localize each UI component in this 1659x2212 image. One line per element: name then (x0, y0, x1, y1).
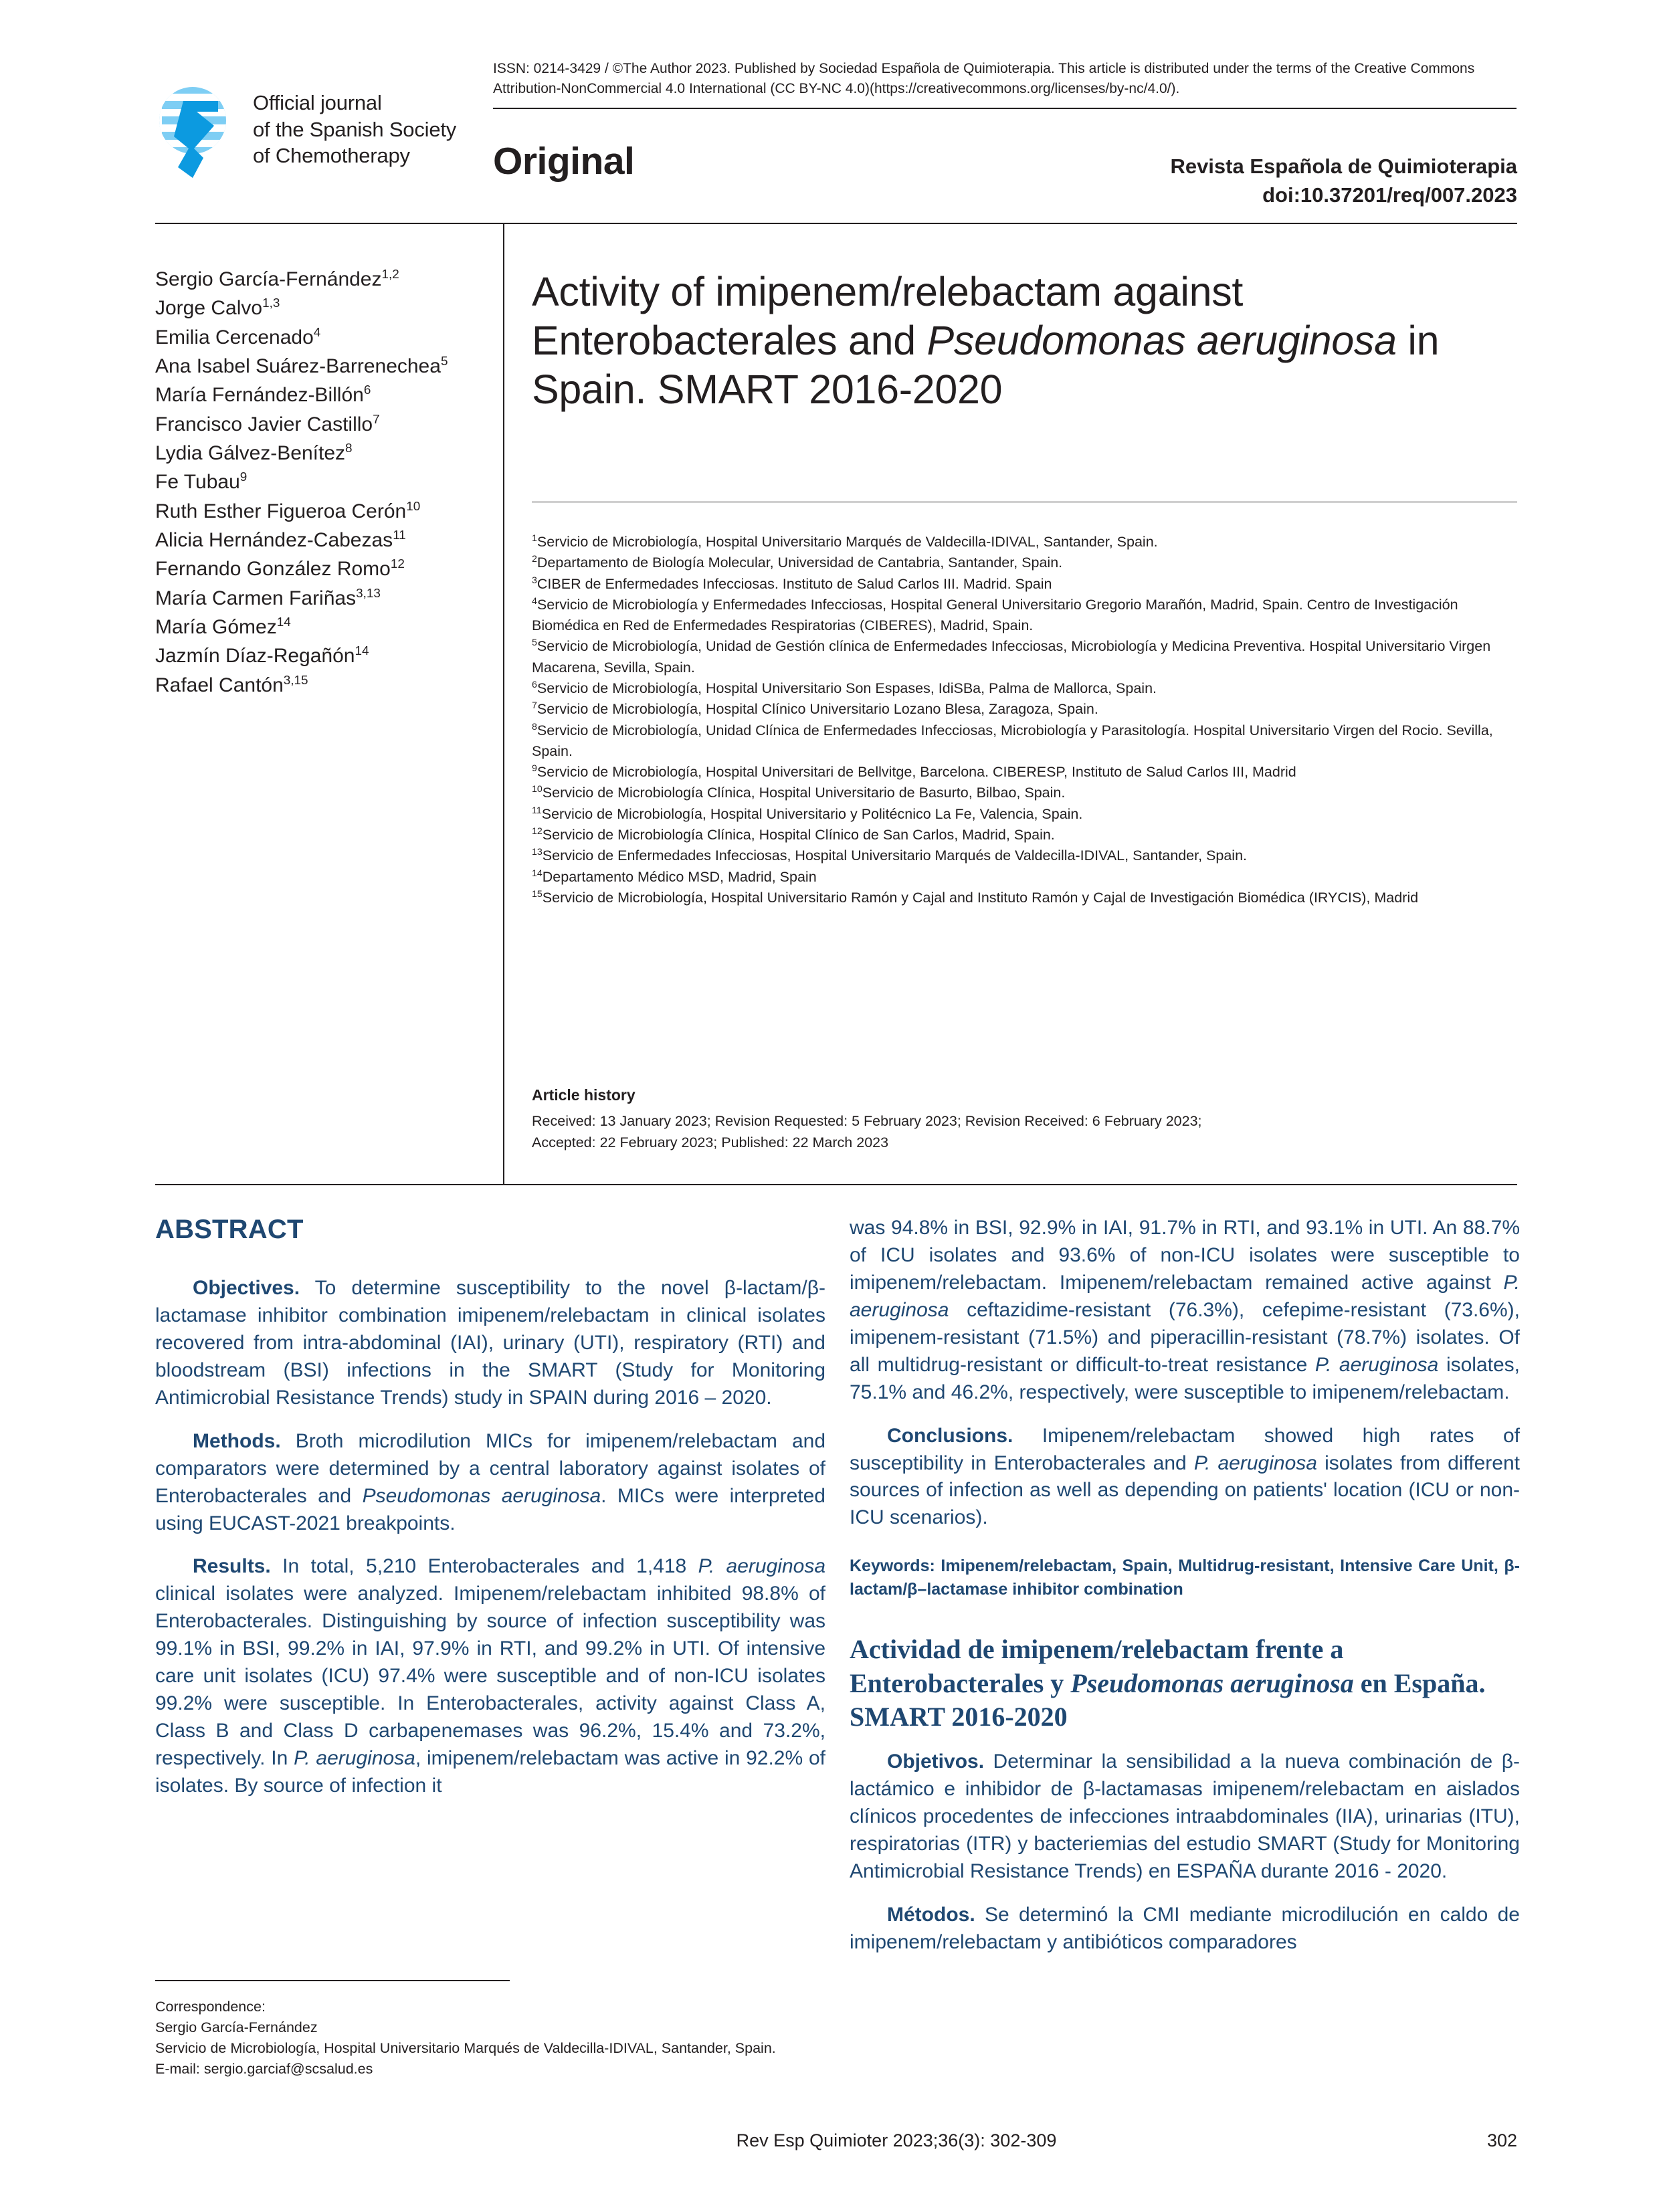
abstract-results-text-3-trunc: , imipenem/relebactam was active in 92.2% of isolates. By source of infection it (155, 1747, 825, 1797)
abstract-results-species-3: P. aeruginosa (850, 1271, 1520, 1321)
author-entry (155, 265, 490, 294)
author-affiliation-marker: 7 (373, 412, 380, 427)
author-name: María Gómez (155, 616, 277, 639)
affiliation-entry (532, 678, 1517, 699)
abstract-results-species-1: P. aeruginosa (698, 1555, 826, 1578)
affiliation-text: Departamento de Biología Molecular, Universidad de Cantabria, Santander, Spain. (536, 555, 1063, 571)
abstract-column-right (850, 1215, 1520, 1973)
affiliation-entry (532, 867, 1517, 888)
affiliation-entry (532, 888, 1517, 908)
author-entry (155, 410, 490, 439)
affiliation-text: Servicio de Microbiología Clínica, Hospital Clínico de San Carlos, Madrid, Spain. (542, 826, 1055, 843)
title-line-2-post: in (1396, 318, 1440, 364)
title-line-2-pre: Enterobacterales and (532, 318, 927, 364)
affiliation-marker: 8 (532, 721, 537, 732)
author-name: Ana Isabel Suárez-Barrenechea (155, 355, 441, 378)
affiliation-text: Departamento Médico MSD, Madrid, Spain (542, 868, 817, 885)
affiliation-entry (532, 825, 1517, 845)
spanish-objetivos-label: Objetivos. (887, 1750, 985, 1773)
author-name: Emilia Cercenado (155, 326, 314, 348)
affiliation-marker: 12 (532, 825, 543, 837)
affiliation-marker: 2 (532, 554, 537, 565)
journal-name: Revista Española de Quimioterapia (1170, 155, 1517, 178)
masthead (155, 59, 1517, 223)
author-affiliation-marker: 6 (363, 383, 371, 398)
abstract-results-species-2: P. aeruginosa (294, 1747, 415, 1769)
author-name: Alicia Hernández-Cabezas (155, 529, 393, 552)
abstract-results-text-2: clinical isolates were analyzed. Imipenem/relebactam inhibited 98.8% of Enterobacterales. Distinguishing by source of infection susceptibility was 99.1% in BSI, 99.2% in IAI, 97.9% in RTI, and 99.2% in UTI. Of intensive care unit isolates (ICU) 97.4% were susceptible and of non-ICU isolates 99.2% were susceptible. In Enterobacterales, activity against Class A, Class B and Class D carbapenemases was 96.2%, 15.4% and 73.2%, respectively. In (155, 1583, 825, 1769)
author-affiliation-marker: 4 (313, 325, 321, 340)
abstract-methods-text-2: . MICs were interpreted using EUCAST-2021 breakpoints. (155, 1484, 825, 1534)
abstract-results-species-4: P. aeruginosa (1314, 1353, 1439, 1376)
affiliation-text: Servicio de Microbiología, Hospital Universitario Marqués de Valdecilla-IDIVAL, Santander, Spain. (536, 534, 1158, 550)
article-history-heading: Article history (532, 1086, 636, 1104)
affiliation-marker: 11 (532, 805, 542, 816)
correspondence-block (155, 1997, 825, 2080)
abstract-objectives (155, 1275, 825, 1412)
affiliation-text: Servicio de Microbiología, Hospital Universitari de Bellvitge, Barcelona. CIBERESP, Instituto de Salud Carlos III, Madrid (536, 764, 1296, 781)
author-name: Sergio García-Fernández (155, 268, 382, 290)
page-title (532, 268, 1517, 415)
author-name: Rafael Cantón (155, 674, 284, 696)
author-entry (155, 641, 490, 670)
correspondence-email[interactable]: E-mail: sergio.garciaf@scsalud.es (155, 2060, 373, 2077)
author-affiliation-marker: 8 (345, 441, 353, 456)
title-column (532, 268, 1517, 415)
author-affiliation-marker: 3,13 (356, 586, 381, 601)
title-species-name: Pseudomonas aeruginosa (926, 318, 1397, 364)
abstract-conclusions-species: P. aeruginosa (1193, 1451, 1317, 1474)
affiliation-entry (532, 783, 1517, 803)
article-history-line-2: Accepted: 22 February 2023; Published: 22 March 2023 (532, 1134, 889, 1150)
logo-line-3: of Chemotherapy (253, 144, 410, 168)
abstract-results (155, 1553, 825, 1799)
affiliation-entry (532, 804, 1517, 825)
spanish-objetivos (850, 1748, 1520, 1886)
spanish-title-pre: Actividad de imipenem/relebactam frente a Enterobacterales y (850, 1634, 1344, 1698)
affiliation-entry (532, 574, 1517, 595)
affiliation-text: Servicio de Microbiología, Hospital Universitario Ramón y Cajal and Instituto Ramón y Cajal de Investigación Biomédica (IRYCIS), Madrid (542, 889, 1419, 906)
affiliation-entry (532, 845, 1517, 866)
abstract-results-cont-text: was 94.8% in BSI, 92.9% in IAI, 91.7% in RTI, and 93.1% in UTI. An 88.7% of ICU isolates and 93.6% of non-ICU isolates were susceptible to imipenem/relebactam. Imipenem/relebactam remained active against (850, 1217, 1520, 1294)
author-affiliation-marker: 1,3 (262, 296, 280, 311)
abstract-objectives-text: To determine susceptibility to the novel β-lactam/β-lactamase inhibitor combination imipenem/relebactam in clinical isolates recovered from intra-abdominal (IAI), urinary (UTI), respiratory (RTI) and bloodstream (BSI) infections in the SMART (Study for Monitoring Antimicrobial Resistance Trends) study in SPAIN during 2016 – 2020. (155, 1277, 825, 1409)
affiliation-entry (532, 762, 1517, 783)
abstract-conclusions-text-2: isolates from different sources of infection as well as depending on patients' location (ICU or non-ICU scenarios). (850, 1451, 1520, 1529)
author-entry (155, 671, 490, 700)
abstract-results-label: Results. (193, 1555, 271, 1578)
author-name: María Carmen Fariñas (155, 587, 357, 609)
abstract-heading: ABSTRACT (155, 1215, 304, 1244)
issn-copyright-notice: ISSN: 0214-3429 / ©The Author 2023. Published by Sociedad Española de Quimioterapia. This article is distributed under the terms of the Creative Commons Attribution-NonCommercial 4.0 International (CC BY-NC 4.0)(https://creativecommons.org/licenses/by-nc/4.0/). (493, 61, 1475, 96)
abstract-results-continued (850, 1215, 1520, 1407)
affiliation-marker: 3 (532, 575, 537, 586)
correspondence-divider (155, 1980, 510, 1981)
affiliation-text: Servicio de Microbiología, Hospital Universitario Son Espases, IdiSBa, Palma de Mallorca, Spain. (536, 680, 1157, 696)
author-affiliation-marker: 1,2 (381, 268, 399, 282)
abstract-conclusions (850, 1423, 1520, 1532)
abstract-methods (155, 1428, 825, 1538)
author-affiliation-marker: 14 (355, 644, 369, 659)
affiliation-entry (532, 595, 1517, 637)
journal-identity (942, 153, 1517, 210)
affiliation-marker: 4 (532, 595, 537, 607)
author-affiliation-marker: 12 (390, 557, 405, 572)
author-entry (155, 323, 490, 352)
abstract-conclusions-label: Conclusions. (887, 1424, 1013, 1447)
logo-line-2: of the Spanish Society (253, 117, 457, 141)
affiliation-text: Servicio de Enfermedades Infecciosas, Hospital Universitario Marqués de Valdecilla-IDIVAL, Santander, Spain. (542, 847, 1248, 864)
abstract-divider-top (155, 1184, 1517, 1185)
affiliation-marker: 9 (532, 763, 537, 774)
footer-citation: Rev Esp Quimioter 2023;36(3): 302-309 (736, 2130, 1057, 2150)
article-history (532, 1084, 1517, 1153)
affiliation-marker: 5 (532, 637, 537, 649)
author-entry (155, 294, 490, 322)
spanish-objetivos-text: Determinar la sensibilidad a la nueva combinación de β-lactámico e inhibidor de β-lactamasas imipenem/relebactam en aislados clínicos procedentes de infecciones intraabdominales (IIA), urinarias (ITU), respiratorias (ITR) y bacteriemias del estudio SMART (Study for Monitoring Antimicrobial Resistance Trends) en ESPAÑA durante 2016 - 2020. (850, 1750, 1520, 1883)
author-entry (155, 381, 490, 409)
author-affiliation-marker: 10 (406, 499, 421, 514)
author-entry (155, 584, 490, 613)
affiliation-text: Servicio de Microbiología, Hospital Universitario y Politécnico La Fe, Valencia, Spain. (541, 805, 1083, 822)
author-name: Jazmín Díaz-Regañón (155, 645, 355, 668)
footer-page-number: 302 (1486, 2130, 1517, 2150)
author-name: María Fernández-Billón (155, 384, 364, 407)
header-divider-top (493, 108, 1517, 109)
spanish-metodos (850, 1902, 1520, 1956)
affiliation-text: Servicio de Microbiología, Unidad de Gestión clínica de Enfermedades Infecciosas, Microbiología y Medicina Preventiva. Hospital Universitario Virgen Macarena, Sevilla, Spain. (532, 638, 1491, 676)
abstract-methods-text-1: Broth microdilution MICs for imipenem/relebactam and comparators were determined by a central laboratory against isolates of Enterobacterales and (155, 1429, 825, 1507)
affiliation-entry (532, 636, 1517, 678)
affiliation-marker: 14 (532, 868, 543, 879)
author-affiliation-marker: 3,15 (283, 673, 308, 688)
abstract-methods-species: Pseudomonas aeruginosa (362, 1484, 601, 1507)
author-affiliation-marker: 14 (276, 615, 291, 630)
author-affiliation-marker: 9 (239, 470, 248, 485)
spanish-title-species: Pseudomonas aeruginosa (1070, 1668, 1354, 1698)
spanish-title (850, 1633, 1520, 1734)
spanish-metodos-label: Métodos. (887, 1904, 975, 1926)
spanish-title-post: en España. SMART 2016-2020 (850, 1668, 1486, 1732)
author-list (155, 265, 490, 700)
affiliation-text: Servicio de Microbiología y Enfermedades Infecciosas, Hospital General Universitario Gregorio Marañón, Madrid, Spain. Centro de Investigación Biomédica en Red de Enfermedades Respiratorias (CIBERES), Madrid, Spain. (532, 596, 1458, 634)
spanish-metodos-text: Se determinó la CMI mediante microdilución en caldo de imipenem/relebactam y antibióticos comparadores (850, 1904, 1520, 1954)
author-affiliation-marker: 11 (393, 528, 406, 543)
author-entry (155, 468, 490, 496)
spanish-society-chemotherapy-logo-icon (155, 79, 241, 181)
logo-line-1: Official journal (253, 90, 382, 114)
abstract-results-text-1: In total, 5,210 Enterobacterales and 1,418 (270, 1555, 698, 1578)
author-entry (155, 352, 490, 381)
affiliation-marker: 13 (532, 847, 543, 858)
affiliation-entry (532, 552, 1517, 573)
author-affiliation-marker: 5 (440, 355, 448, 369)
logo-text (253, 90, 456, 169)
affiliation-text: Servicio de Microbiología Clínica, Hospital Universitario de Basurto, Bilbao, Spain. (542, 785, 1066, 801)
affiliation-text: CIBER de Enfermedades Infecciosas. Instituto de Salud Carlos III. Madrid. Spain (536, 575, 1052, 592)
affiliation-marker: 1 (532, 532, 537, 544)
affiliations-list (532, 532, 1517, 908)
author-name: Ruth Esther Figueroa Cerón (155, 500, 407, 522)
header-divider-bottom (155, 223, 1517, 224)
correspondence-label: Correspondence: (155, 1999, 266, 2015)
abstract-column-left (155, 1215, 825, 1816)
correspondence-address: Servicio de Microbiología, Hospital Universitario Marqués de Valdecilla-IDIVAL, Santander, Spain. (155, 2039, 776, 2056)
abstract-methods-label: Methods. (193, 1429, 281, 1452)
page-footer (155, 2130, 1517, 2151)
title-line-1: Activity of imipenem/relebactam against (532, 269, 1244, 314)
affiliation-entry (532, 720, 1517, 763)
affiliation-marker: 10 (532, 784, 543, 795)
affiliation-text: Servicio de Microbiología, Hospital Clínico Universitario Lozano Blesa, Zaragoza, Spain. (536, 701, 1098, 718)
column-divider-vertical (503, 223, 504, 1184)
author-entry (155, 555, 490, 583)
abstract-objectives-label: Objectives. (193, 1277, 300, 1299)
author-name: Lydia Gálvez-Benítez (155, 442, 346, 465)
affiliation-marker: 15 (532, 888, 543, 900)
author-entry (155, 497, 490, 526)
title-line-3: Spain. SMART 2016-2020 (532, 367, 1003, 413)
author-entry (155, 526, 490, 555)
abstract-results-text-5: isolates, 75.1% and 46.2%, respectively, were susceptible to imipenem/relebactam. (850, 1353, 1520, 1403)
article-history-line-1: Received: 13 January 2023; Revision Requested: 5 February 2023; Revision Received: 6 February 2023; (532, 1112, 1202, 1129)
keywords-line: Keywords: Imipenem/relebactam, Spain, Multidrug-resistant, Intensive Care Unit, β-lactam/β–lactamase inhibitor combination (850, 1556, 1520, 1599)
author-entry (155, 613, 490, 641)
affiliation-marker: 6 (532, 679, 537, 690)
author-name: Francisco Javier Castillo (155, 413, 373, 435)
author-name: Fe Tubau (155, 471, 240, 494)
affiliation-entry (532, 699, 1517, 720)
author-name: Fernando González Romo (155, 558, 391, 581)
affiliation-marker: 7 (532, 700, 537, 712)
affiliation-text: Servicio de Microbiología, Unidad Clínica de Enfermedades Infecciosas, Microbiología y Parasitología. Hospital Universitario Virgen del Rocio. Sevilla, Spain. (532, 722, 1493, 759)
journal-logo (155, 71, 457, 188)
article-type-label: Original (493, 140, 635, 183)
author-name: Jorge Calvo (155, 297, 263, 320)
doi-text: doi:10.37201/req/007.2023 (1262, 183, 1517, 207)
affiliation-entry (532, 532, 1517, 552)
abstract-conclusions-text-1: Imipenem/relebactam showed high rates of susceptibility in Enterobacterales and (850, 1424, 1520, 1474)
correspondence-name: Sergio García-Fernández (155, 2019, 318, 2035)
author-entry (155, 439, 490, 468)
abstract-results-text-4: ceftazidime-resistant (76.3%), cefepime-resistant (73.6%), imipenem-resistant (71.5%) and piperacillin-resistant (78.7%) isolates. Of all multidrug-resistant or difficult-to-treat resistance (850, 1298, 1520, 1376)
